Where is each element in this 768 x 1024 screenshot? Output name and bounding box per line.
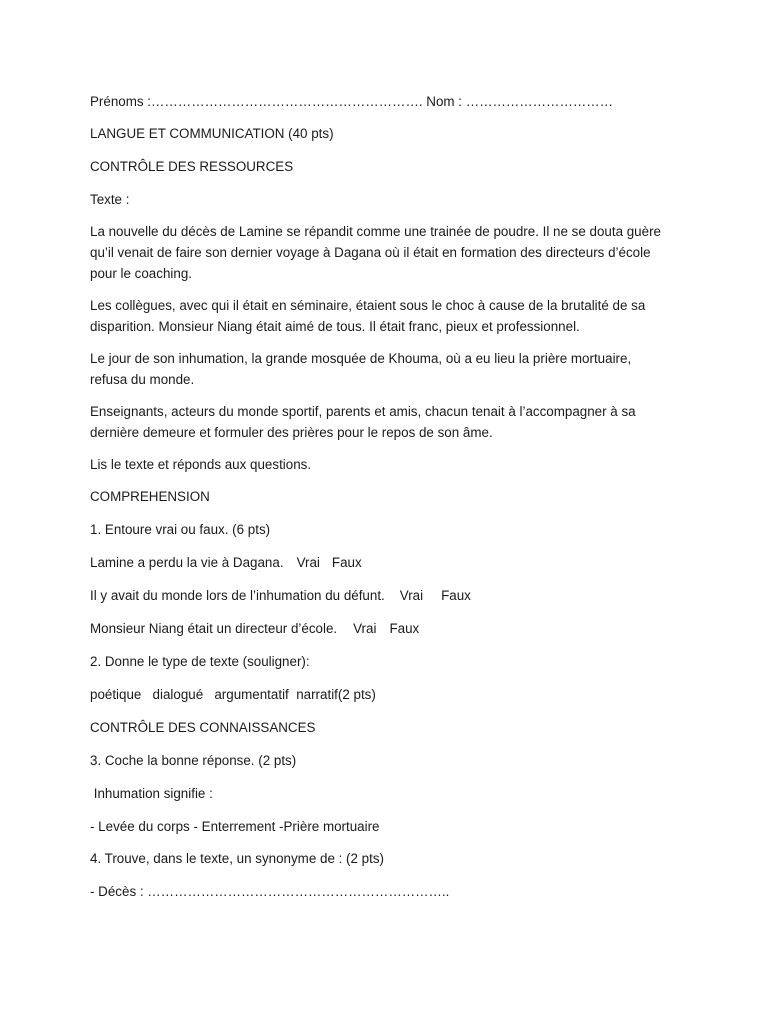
subject-title: LANGUE ET COMMUNICATION (40 pts) [90,126,334,141]
paragraph-line: La nouvelle du décès de Lamine se répandit comme une trainée de poudre. Il ne se douta guère [90,224,661,239]
vrai-option: Vrai [399,588,424,603]
paragraph-line: Le jour de son inhumation, la grande mosquée de Khouma, où a eu lieu la prière mortuaire, [90,351,632,366]
vrai-option: Vrai [296,555,320,570]
text-paragraph-2 [90,295,690,337]
question-4-title: 4. Trouve, dans le texte, un synonyme de : (2 pts) [90,851,385,866]
question-3-options: - Levée du corps - Enterrement -Prière mortuaire [90,819,380,834]
text-paragraph-1 [90,221,690,284]
question-1-item-2 [90,586,690,606]
vrai-option: Vrai [353,621,377,636]
question-1-item-1 [90,553,690,573]
paragraph-line: refusa du monde. [90,372,195,387]
statement-text: Monsieur Niang était un directeur d’école. [90,621,338,636]
text-paragraph-3 [90,348,690,390]
statement-text: Il y avait du monde lors de l’inhumation du défunt. [90,588,385,603]
names-line: Prénoms :……………………………………………………. Nom : …………………………… [90,94,614,109]
question-1-item-3 [90,619,690,639]
statement-text: Lamine a perdu la vie à Dagana. [90,555,284,570]
question-3-prompt: Inhumation signifie : [90,786,213,801]
paragraph-line: Enseignants, acteurs du monde sportif, parents et amis, chacun tenait à l’accompagner à sa [90,404,636,419]
faux-option: Faux [389,621,420,636]
faux-option: Faux [331,555,362,570]
question-2-title: 2. Donne le type de texte (souligner): [90,654,310,669]
faux-option: Faux [441,588,471,603]
question-1-title: 1. Entoure vrai ou faux. (6 pts) [90,522,271,537]
paragraph-line: qu’il venait de faire son dernier voyage à Dagana où il était en formation des directeurs d’école [90,245,651,260]
text-paragraph-4 [90,401,690,443]
text-label: Texte : [90,192,130,207]
instruction-text: Lis le texte et réponds aux questions. [90,457,312,472]
question-3-title: 3. Coche la bonne réponse. (2 pts) [90,753,297,768]
question-4-item: - Décès : ………………………………………………………….. [90,884,450,899]
paragraph-line: disparition. Monsieur Niang était aimé de tous. Il était franc, pieux et professionnel. [90,319,580,334]
paragraph-line: dernière demeure et formuler des prières pour le repos de son âme. [90,425,493,440]
section-knowledge-heading: CONTRÔLE DES CONNAISSANCES [90,720,316,735]
section-comprehension-heading: COMPREHENSION [90,489,210,504]
question-2-options: poétique dialogué argumentatif narratif(2 pts) [90,687,376,702]
section-resources-heading: CONTRÔLE DES RESSOURCES [90,159,294,174]
paragraph-line: Les collègues, avec qui il était en séminaire, étaient sous le choc à cause de la brutalité de sa [90,298,646,313]
paragraph-line: pour le coaching. [90,266,192,281]
